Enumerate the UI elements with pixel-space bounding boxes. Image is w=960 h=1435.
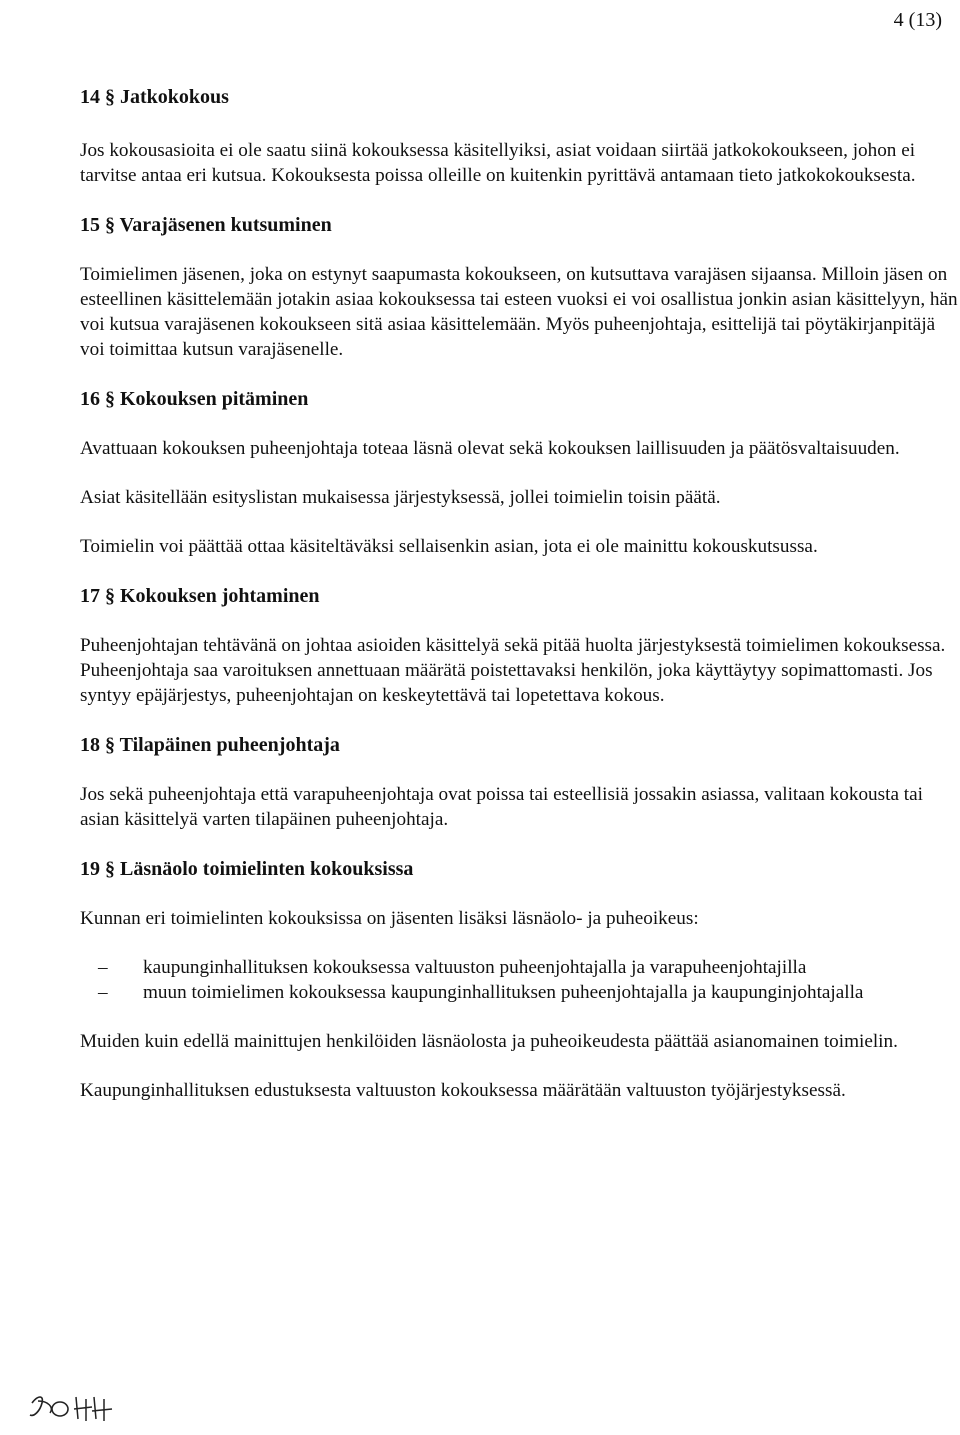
paragraph: Muiden kuin edellä mainittujen henkilöiden läsnäolosta ja puheoikeudesta päättää asianomainen toimielin. xyxy=(80,1031,898,1052)
paragraph: Toimielin voi päättää ottaa käsiteltäväksi sellaisenkin asian, jota ei ole mainittu kokouskutsussa. xyxy=(80,536,818,557)
paragraph: Jos kokousasioita ei ole saatu siinä kokouksessa käsitellyiksi, asiat voidaan siirtää jatkokokoukseen, johon ei tarvitse antaa eri kutsua. Kokouksesta poissa olleille on kuitenkin pyrittävä antamaan tieto jatkokokouksesta. xyxy=(80,140,916,186)
list-item xyxy=(80,980,960,1005)
paragraph: Asiat käsitellään esityslistan mukaisessa järjestyksessä, jollei toimielin toisin päätä. xyxy=(80,487,721,508)
section-heading: 15 § Varajäsenen kutsuminen xyxy=(80,214,332,236)
list-item-text: kaupunginhallituksen kokouksessa valtuuston puheenjohtajalla ja varapuheenjohtajilla xyxy=(143,957,807,978)
section-heading: 16 § Kokouksen pitäminen xyxy=(80,388,309,410)
paragraph: Jos sekä puheenjohtaja että varapuheenjohtaja ovat poissa tai esteellisiä jossakin asiassa, valitaan kokousta tai asian käsittelyä varten tilapäinen puheenjohtaja. xyxy=(80,784,923,830)
list-item-text: muun toimielimen kokouksessa kaupunginhallituksen puheenjohtajalla ja kaupunginjohtajalla xyxy=(143,982,864,1003)
paragraph: Avattuaan kokouksen puheenjohtaja toteaa läsnä olevat sekä kokouksen laillisuuden ja päätösvaltaisuuden. xyxy=(80,438,900,459)
page-number: 4 (13) xyxy=(893,9,942,31)
list-item xyxy=(80,955,960,980)
document-body xyxy=(80,84,960,1127)
section-heading: 18 § Tilapäinen puheenjohtaja xyxy=(80,734,340,756)
section-16 xyxy=(80,386,960,559)
section-15 xyxy=(80,212,960,362)
section-heading: 14 § Jatkokokous xyxy=(80,86,229,108)
paragraph: Toimielimen jäsenen, joka on estynyt saapumasta kokoukseen, on kutsuttava varajäsen sijaansa. Milloin jäsen on esteellinen käsittelemään jotakin asiaa kokouksessa tai esteen vuoksi ei voi osallistua jonkin asian käsittelyyn, hän voi kutsua varajäsenen kokoukseen sitä asiaa käsittelemään. Myös puheenjohtaja, esittelijä tai pöytäkirjanpitäjä voi toimittaa kutsun varajäsenelle. xyxy=(80,264,958,360)
bullet-dash: – xyxy=(98,957,108,978)
section-18 xyxy=(80,732,960,832)
section-17 xyxy=(80,583,960,708)
section-heading: 19 § Läsnäolo toimielinten kokouksissa xyxy=(80,858,414,880)
paragraph: Kaupunginhallituksen edustuksesta valtuuston kokouksessa määrätään valtuuston työjärjestyksessä. xyxy=(80,1080,846,1101)
section-heading: 17 § Kokouksen johtaminen xyxy=(80,585,320,607)
bullet-list xyxy=(80,955,960,1005)
handwritten-initials xyxy=(28,1389,128,1425)
bullet-dash: – xyxy=(98,982,108,1003)
section-14 xyxy=(80,84,960,188)
paragraph-intro: Kunnan eri toimielinten kokouksissa on jäsenten lisäksi läsnäolo- ja puheoikeus: xyxy=(80,908,699,929)
paragraph: Puheenjohtajan tehtävänä on johtaa asioiden käsittelyä sekä pitää huolta järjestyksestä toimielimen kokouksessa. Puheenjohtaja saa varoituksen annettuaan määrätä poistettavaksi henkilön, joka käyttäytyy sopimattomasti. Jos syntyy epäjärjestys, puheenjohtajan on keskeytettävä tai lopetettava kokous. xyxy=(80,635,946,706)
section-19 xyxy=(80,856,960,1103)
